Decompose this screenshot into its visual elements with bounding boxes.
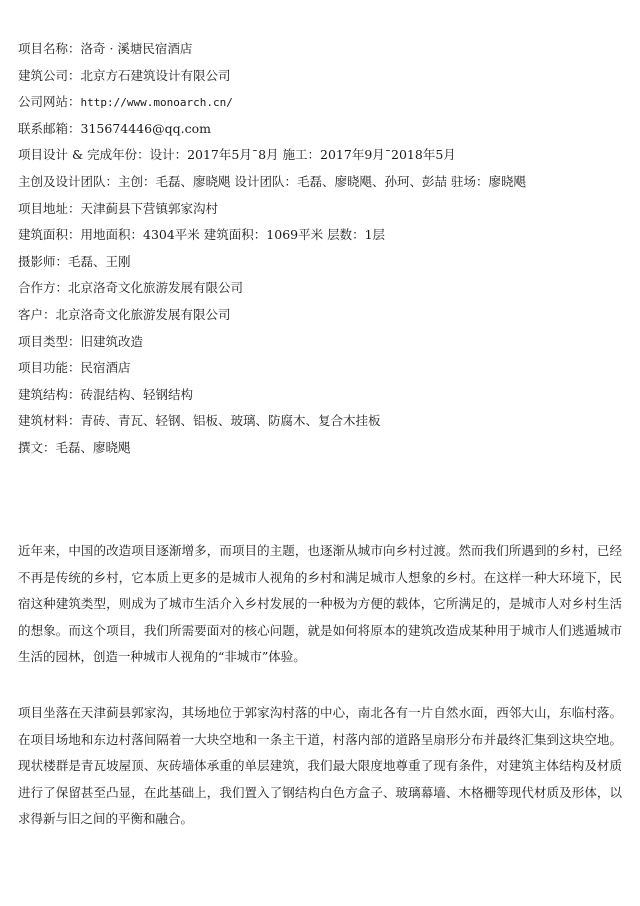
building-area: 建筑面积：用地面积：4304平米 建筑面积：1069平米 层数：1层 <box>18 227 386 243</box>
project-type: 项目类型：旧建筑改造 <box>18 333 144 349</box>
website-url[interactable]: http://www.monoarch.cn/ <box>80 96 233 110</box>
body-paragraph-1: 近年来，中国的改造项目逐渐增多，而项目的主题，也逐渐从城市向乡村过渡。然而我们所遇到的乡村，已经不再是传统的乡村，它本质上更多的是城市人视角的乡村和满足城市人想象的乡村。在这样一种大环境下，民宿这种建筑类型，则成为了城市生活介入乡村发展的一种极为方便的载体，它所满足的，是城市人对乡村生活的想象。而这个项目，我们所需要面对的核心问题，就是如何将原本的建筑改造成某种用于城市人们逃遁城市生活的园林，创造一种城市人视角的“非城市”体验。 <box>18 543 622 665</box>
company-website <box>18 89 622 116</box>
author: 撰文：毛磊、廖晓飓 <box>18 439 131 455</box>
contact-email <box>18 116 622 143</box>
partner: 合作方：北京洛奇文化旅游发展有限公司 <box>18 280 244 296</box>
body-paragraph-2: 项目坐落在天津蓟县郭家沟，其场地位于郭家沟村落的中心，南北各有一片自然水面，西邻大山，东临村落。在项目场地和东边村落间隔着一大块空地和一条主干道，村落内部的道路呈扇形分布并最终汇集到这块空地。现状楼群是青瓦坡屋顶、灰砖墙体承重的单层建筑，我们最大限度地尊重了现有条件，对建筑主体结构及材质进行了保留甚至凸显，在此基础上，我们置入了钢结构白色方盒子、玻璃幕墙、木格栅等现代材质及形体，以求得新与旧之间的平衡和融合。 <box>18 705 622 827</box>
project-info-list <box>18 36 622 462</box>
architecture-firm: 建筑公司：北京方石建筑设计有限公司 <box>18 67 231 83</box>
project-name: 项目名称：洛奇 · 溪塘民宿酒店 <box>18 41 193 56</box>
photographer: 摄影师：毛磊、王刚 <box>18 253 131 269</box>
design-completion-years: 项目设计 & 完成年份：设计：2017年5月¯8月 施工：2017年9月¯2018年5月 <box>18 147 456 163</box>
building-structure: 建筑结构：砖混结构、轻钢结构 <box>18 386 194 402</box>
project-address: 项目地址：天津蓟县下营镇郭家沟村 <box>18 200 219 216</box>
email-value[interactable]: 315674446@qq.com <box>80 120 211 136</box>
building-materials: 建筑材料：青砖、青瓦、轻钢、铝板、玻璃、防腐木、复合木挂板 <box>18 413 381 429</box>
email-label: 联系邮箱： <box>18 120 81 136</box>
project-function: 项目功能：民宿酒店 <box>18 360 131 376</box>
client: 客户：北京洛奇文化旅游发展有限公司 <box>18 306 231 322</box>
design-team: 主创及设计团队：主创：毛磊、廖晓飓 设计团队：毛磊、廖晓飓、孙珂、彭喆 驻场：廖晓飓 <box>18 173 526 189</box>
website-label: 公司网站： <box>18 94 81 110</box>
